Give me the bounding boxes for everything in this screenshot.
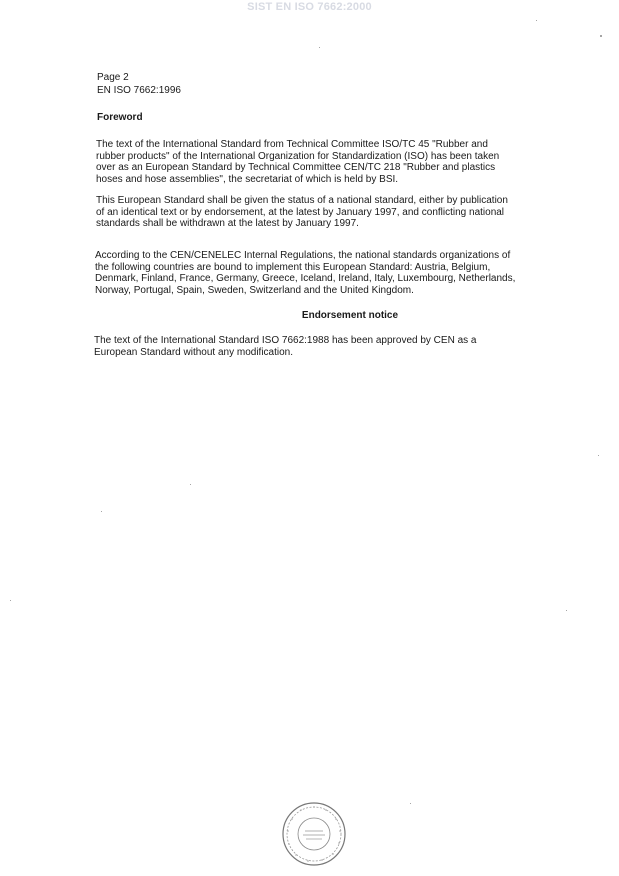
official-stamp-seal [281,801,347,867]
text-line: rubber products" of the International Organization for Standardization (ISO) has been taken [96,150,500,162]
foreword-paragraph-1 [96,139,499,185]
text-line: The text of the International Standard ISO 7662:1988 has been approved by CEN as a [94,335,477,346]
scan-speck [10,600,11,601]
text-line: of an identical text or by endorsement, at the latest by January 1997, and conflicting national [96,206,505,218]
scan-speck [319,47,320,48]
scan-speck [410,803,411,804]
watermark-text: SIST EN ISO 7662:2000 [247,1,372,13]
foreword-paragraph-3 [95,250,515,296]
scan-speck [101,511,102,512]
scan-speck [600,35,602,37]
text-line: over as an European Standard by Technical Committee CEN/TC 218 "Rubber and plastics [96,162,496,174]
text-line: According to the CEN/CENELEC Internal Regulations, the national standards organizations of [95,250,511,261]
scan-speck [598,455,599,456]
text-line: standards shall be withdrawn at the latest by January 1997. [96,218,359,230]
foreword-paragraph-2 [96,195,508,230]
endorsement-notice-heading: Endorsement notice [301,310,399,321]
page-number: Page 2 [97,72,129,83]
scan-speck [566,610,567,611]
text-line: The text of the International Standard from Technical Committee ISO/TC 45 "Rubber and [96,139,488,150]
page-header [97,72,181,97]
text-line: European Standard without any modification. [94,346,294,358]
text-line: Denmark, Finland, France, Germany, Greece, Iceland, Ireland, Italy, Luxembourg, Netherlands, [95,273,516,285]
text-line: Norway, Portugal, Spain, Sweden, Switzerland and the United Kingdom. [95,284,414,296]
foreword-heading: Foreword [97,112,143,123]
endorsement-paragraph [94,335,476,358]
scan-speck [536,20,537,21]
text-line: hoses and hose assemblies", the secretariat of which is held by BSI. [96,173,399,185]
text-line: This European Standard shall be given the status of a national standard, either by publication [96,195,508,206]
scan-speck [190,484,191,485]
document-number: EN ISO 7662:1996 [97,84,181,96]
text-line: the following countries are bound to implement this European Standard: Austria, Belgium, [95,261,491,273]
